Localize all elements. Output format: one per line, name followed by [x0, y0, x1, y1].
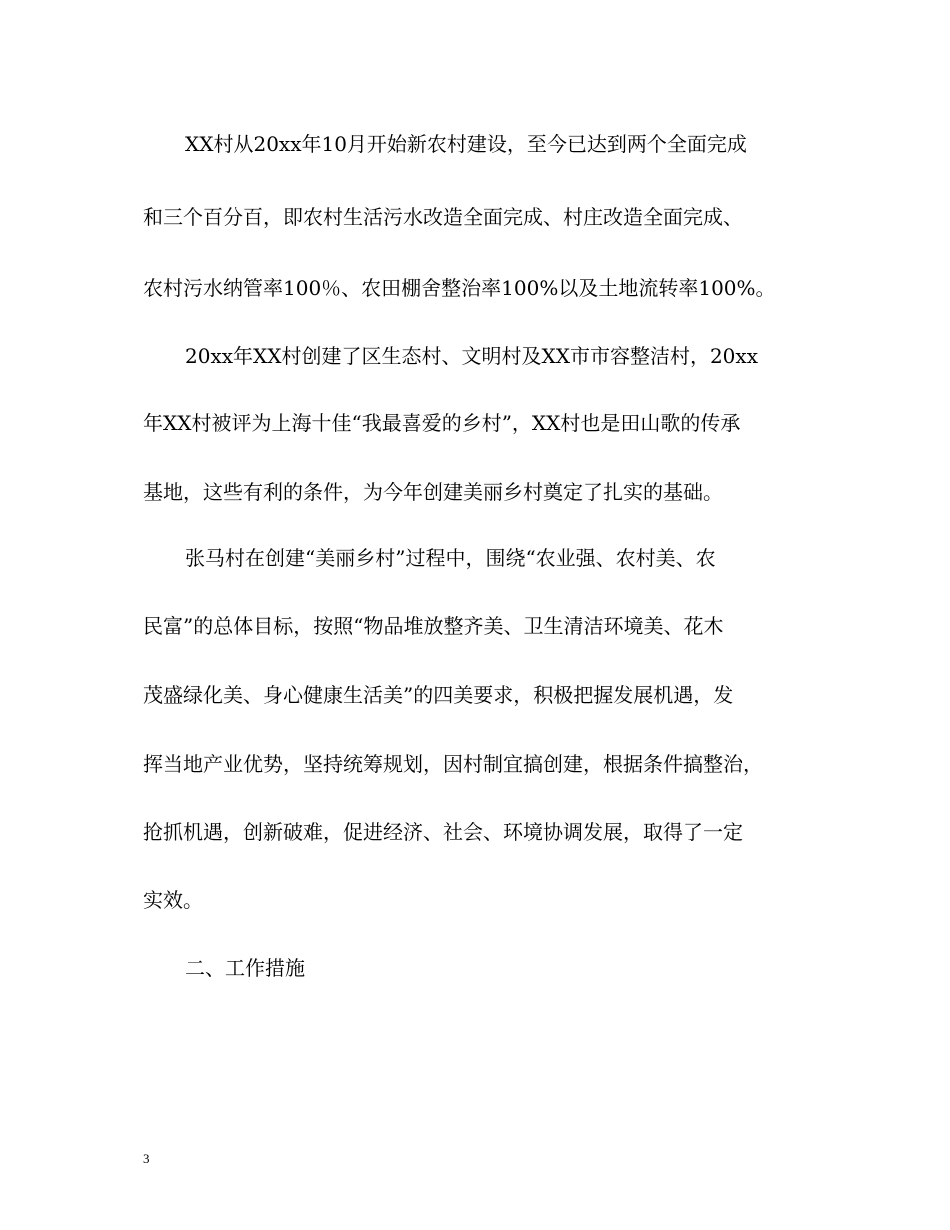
paragraph-3-line-2: 民富”的总体目标，按照“物品堆放整齐美、卫生清洁环境美、花木: [143, 614, 724, 638]
paragraph-2-line-2: 年XX村被评为上海十佳“我最喜爱的乡村”，XX村也是田山歌的传承: [143, 411, 741, 435]
paragraph-1-line-2: 和三个百分百，即农村生活污水改造全面完成、村庄改造全面完成、: [143, 205, 743, 229]
paragraph-3-line-6: 实效。: [143, 888, 203, 912]
paragraph-3-line-4: 挥当地产业优势，坚持统筹规划，因村制宜搞创建，根据条件搞整治，: [143, 752, 763, 776]
paragraph-3-line-3: 茂盛绿化美、身心健康生活美”的四美要求，积极把握发展机遇，发: [143, 683, 734, 707]
paragraph-1-line-1: XX村从20xx年10月开始新农村建设，至今已达到两个全面完成: [185, 132, 747, 156]
paragraph-3-line-1: 张马村在创建“美丽乡村”过程中，围绕“农业强、农村美、农: [185, 546, 716, 570]
paragraph-3-line-5: 抢抓机遇，创新破难，促进经济、社会、环境协调发展，取得了一定: [143, 820, 743, 844]
paragraph-2-line-3: 基地，这些有利的条件，为今年创建美丽乡村奠定了扎实的基础。: [143, 480, 723, 504]
section-heading: 二、工作措施: [185, 956, 305, 980]
paragraph-1-line-3: 农村污水纳管率100％、农田棚舍整治率100%以及土地流转率100%。: [143, 276, 776, 300]
paragraph-2-line-1: 20xx年XX村创建了区生态村、文明村及XX市市容整洁村，20xx: [185, 344, 758, 368]
page-number: 3: [143, 1151, 150, 1166]
